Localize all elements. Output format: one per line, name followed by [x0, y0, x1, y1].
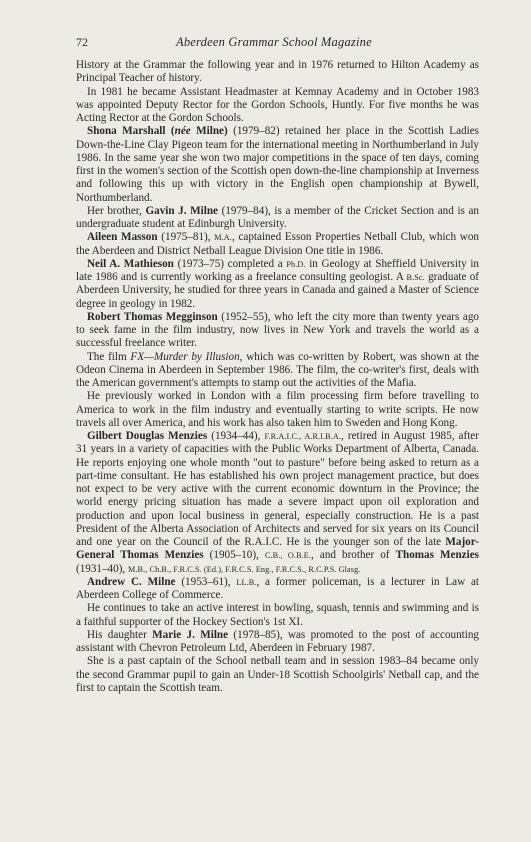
text-run: in Geology at Sheffield University in late 1986 and is currently working as a freelance consulting geologist. A	[76, 257, 479, 283]
paragraph	[76, 231, 479, 258]
person-name: Gilbert Douglas Menzies	[87, 430, 208, 442]
text-run: (1978–85), was promoted to the post of accounting assistant with Chevron Petroleum Ltd, Aberdeen in February 1987.	[76, 628, 479, 654]
paragraph	[76, 205, 479, 232]
paragraph	[76, 576, 479, 603]
text-run: She is a past captain of the School netball team and in session 1983–84 became only the second Grammar pupil to gain an Under-18 Scottish Schoolgirls' Netball cap, and the first to captain the Scottish team.	[76, 655, 479, 694]
person-name: née	[174, 125, 191, 138]
qualification: M.A.	[214, 233, 232, 243]
italic-text: FX—Murder by Illusion	[130, 350, 240, 363]
text-run: (1975–81),	[157, 231, 215, 244]
paragraph	[76, 59, 479, 86]
paragraph	[76, 390, 479, 430]
paragraph	[76, 430, 479, 576]
person-name: Marie J. Milne	[152, 628, 229, 641]
paragraph	[76, 655, 479, 695]
running-head	[76, 35, 479, 50]
article-body	[76, 59, 479, 695]
qualification: C.B., O.B.E.	[264, 551, 312, 561]
journal-title: Aberdeen Grammar School Magazine	[176, 35, 372, 49]
qualification: F.R.A.I.C., A.R.I.B.A.	[264, 432, 342, 441]
person-name: Thomas Menzies	[395, 549, 479, 562]
person-name: Neil A. Mathieson	[87, 257, 174, 270]
text-run: (1953–61),	[175, 575, 237, 588]
text-run: , retired in August 1985, after 31 years in a variety of capacities with the Public Works Department of Alberta, Canada. He reports enjoying one whole month "out to pasture" before being asked to return as a part-time consultant. He has established his own project management practice, but does not expect to be very active with the current economic downturn in the Province; the world energy pricing situation has made a severe impact upon oil exploration and production and upon local business in general, especially construction. He is a past President of the Alberta Association of Architects and served for six years on its Council and one year on the Council of the R.A.I.C. He is the younger son of the late	[76, 430, 479, 548]
qualification: B.Sc.	[406, 273, 425, 282]
text-run: , and brother of	[311, 549, 396, 562]
text-run: , a former policeman, is a lecturer in Law at Aberdeen College of Commerce.	[76, 575, 480, 601]
person-name: Andrew C. Milne	[87, 575, 176, 588]
text-run: (1931–40),	[76, 562, 128, 575]
text-run: , captained Esson Properties Netball Club, which won the Aberdeen and District Netball League Division One title in 1986.	[76, 231, 479, 257]
text-run: (1979–82) retained her place in the Scottish Ladies Down-the-Line Clay Pigeon team for the international meeting in Northumberland in July 1986. In the same year she won two major competitions in the space of ten days, coming first in the women's section of the Scottish open down-the-line championship at Inverness and following this up with victory in the English open championship at Bywell, Northumberland.	[76, 125, 479, 204]
text-run: (1973–75) completed a	[173, 257, 287, 270]
text-run: He previously worked in London with a film processing firm before travelling to America to work in the film industry and eventually starting to write scripts. He now travels all over America, and his work has also taken him to Sweden and Hong Kong.	[76, 390, 479, 429]
paragraph	[76, 602, 479, 629]
qualification: M.B., Ch.B., F.R.C.S. (Ed.), F.R.C.S. Eng., F.R.C.S., R.C.P.S. Glasg.	[127, 564, 361, 574]
text-run: He continues to take an active interest in bowling, squash, tennis and swimming and is a faithful supporter of the Hockey Section's 1st XI.	[76, 602, 479, 628]
paragraph	[76, 311, 479, 351]
text-run: graduate of Aberdeen University, he studied for three years in Canada and gained a Master of Science degree in geology in 1982.	[76, 271, 479, 310]
text-run: History at the Grammar the following year and in 1976 returned to Hilton Academy as Principal Teacher of history.	[76, 59, 479, 85]
text-run: Her brother,	[87, 204, 146, 217]
text-run: (1905–10),	[203, 549, 265, 562]
person-name: Shona Marshall (	[87, 125, 175, 138]
page-number: 72	[76, 35, 88, 49]
paragraph	[76, 351, 479, 391]
paragraph	[76, 86, 479, 126]
paragraph	[76, 125, 479, 205]
person-name: Aileen Masson	[87, 231, 158, 244]
person-name: Major-General Thomas Menzies	[76, 536, 479, 562]
qualification: Ph.D.	[286, 259, 306, 269]
paragraph	[76, 629, 479, 656]
text-run: In 1981 he became Assistant Headmaster at Kemnay Academy and in October 1983 was appointed Deputy Rector for the Gordon Schools, Huntly. For five months he was Acting Rector at the Gordon Schools.	[76, 85, 479, 124]
person-name: Milne)	[190, 125, 228, 138]
qualification: LL.B.	[236, 577, 257, 587]
person-name: Gavin J. Milne	[145, 204, 218, 217]
text-run: , which was co-written by Robert, was shown at the Odeon Cinema in Aberdeen in September 1986. The film, the co-writer's first, deals with the American government's attempts to stamp out the activities of the Mafia.	[76, 350, 479, 389]
text-run: (1952–55), who left the city more than twenty years ago to seek fame in the film industry, now lives in New York and travels the world as a successful freelance writer.	[76, 310, 479, 350]
text-run: The film	[87, 350, 131, 363]
text-run: His daughter	[87, 628, 153, 641]
text-run: (1934–44),	[207, 430, 265, 442]
paragraph	[76, 258, 479, 311]
person-name: Robert Thomas Megginson	[87, 310, 218, 323]
text-run: (1979–84), is a member of the Cricket Section and is an undergraduate student at Edinburgh University.	[76, 204, 480, 230]
